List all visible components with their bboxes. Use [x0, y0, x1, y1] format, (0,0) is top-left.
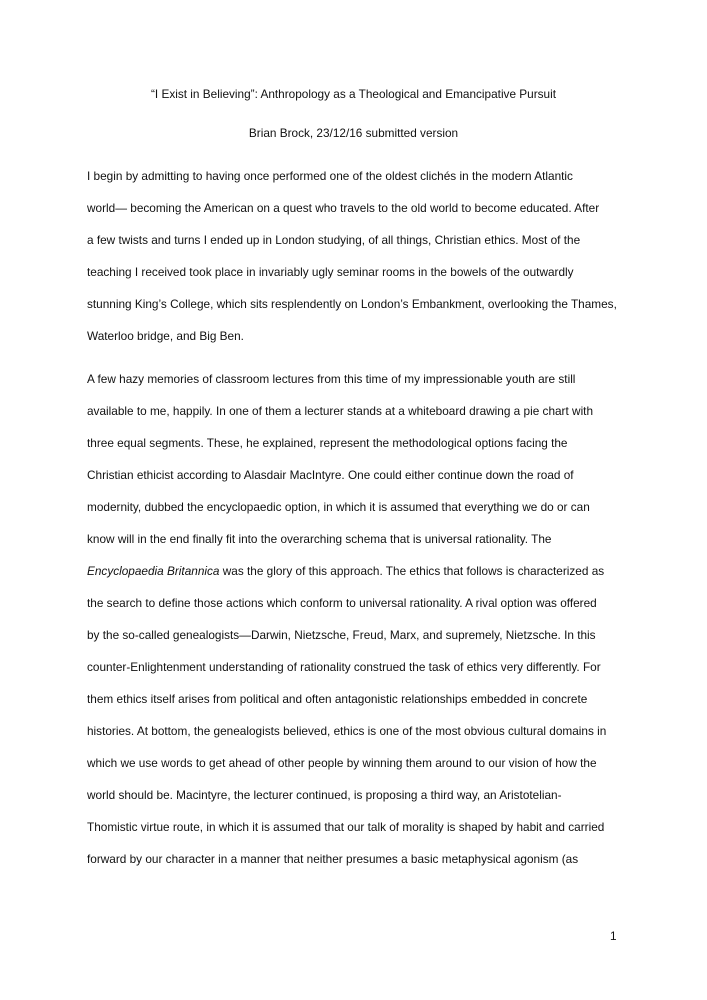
document-title: “I Exist in Believing”: Anthropology as a Theological and Emancipative Pursuit: [150, 87, 557, 101]
text-line-rest: was the glory of this approach. The ethics that follows is characterized as: [219, 564, 605, 578]
text-line: world should be. Macintyre, the lecturer continued, is proposing a third way, an Aristotelian-: [87, 788, 562, 802]
text-line: the search to define those actions which conform to universal rationality. A rival option was offered: [87, 596, 597, 610]
text-line: modernity, dubbed the encyclopaedic option, in which it is assumed that everything we do or can: [87, 500, 590, 514]
text-line: available to me, happily. In one of them a lecturer stands at a whiteboard drawing a pie chart with: [87, 404, 594, 418]
text-line: counter-Enlightenment understanding of rationality construed the task of ethics very differently. For: [87, 660, 601, 674]
text-line: [87, 563, 604, 579]
text-line: Thomistic virtue route, in which it is assumed that our talk of morality is shaped by habit and carried: [87, 820, 605, 834]
text-line: know will in the end finally fit into the overarching schema that is universal rationality. The: [87, 532, 552, 546]
text-line: them ethics itself arises from political and often antagonistic relationships embedded in concrete: [87, 692, 588, 706]
text-line: world— becoming the American on a quest who travels to the old world to become educated. After: [87, 201, 600, 215]
text-line: I begin by admitting to having once performed one of the oldest clichés in the modern Atlantic: [87, 169, 573, 183]
text-line: Waterloo bridge, and Big Ben.: [87, 329, 244, 343]
page-number: 1: [610, 929, 617, 943]
text-line: three equal segments. These, he explained, represent the methodological options facing the: [87, 436, 568, 450]
text-line: A few hazy memories of classroom lectures from this time of my impressionable youth are still: [87, 372, 576, 386]
text-line: which we use words to get ahead of other people by winning them around to our vision of how the: [87, 756, 597, 770]
text-line: teaching I received took place in invariably ugly seminar rooms in the bowels of the outwardly: [87, 265, 574, 279]
text-line: by the so-called genealogists—Darwin, Nietzsche, Freud, Marx, and supremely, Nietzsche. In this: [87, 628, 596, 642]
text-line: stunning King’s College, which sits resplendently on London’s Embankment, overlooking the Thames,: [87, 297, 617, 311]
document-byline: Brian Brock, 23/12/16 submitted version: [248, 126, 459, 140]
italic-title: Encyclopaedia Britannica: [87, 564, 220, 578]
text-line: forward by our character in a manner that neither presumes a basic metaphysical agonism (as: [87, 852, 579, 866]
text-line: Christian ethicist according to Alasdair MacIntyre. One could either continue down the road of: [87, 468, 574, 482]
text-line: a few twists and turns I ended up in London studying, of all things, Christian ethics. Most of the: [87, 233, 581, 247]
text-line: histories. At bottom, the genealogists believed, ethics is one of the most obvious cultural domains in: [87, 724, 607, 738]
